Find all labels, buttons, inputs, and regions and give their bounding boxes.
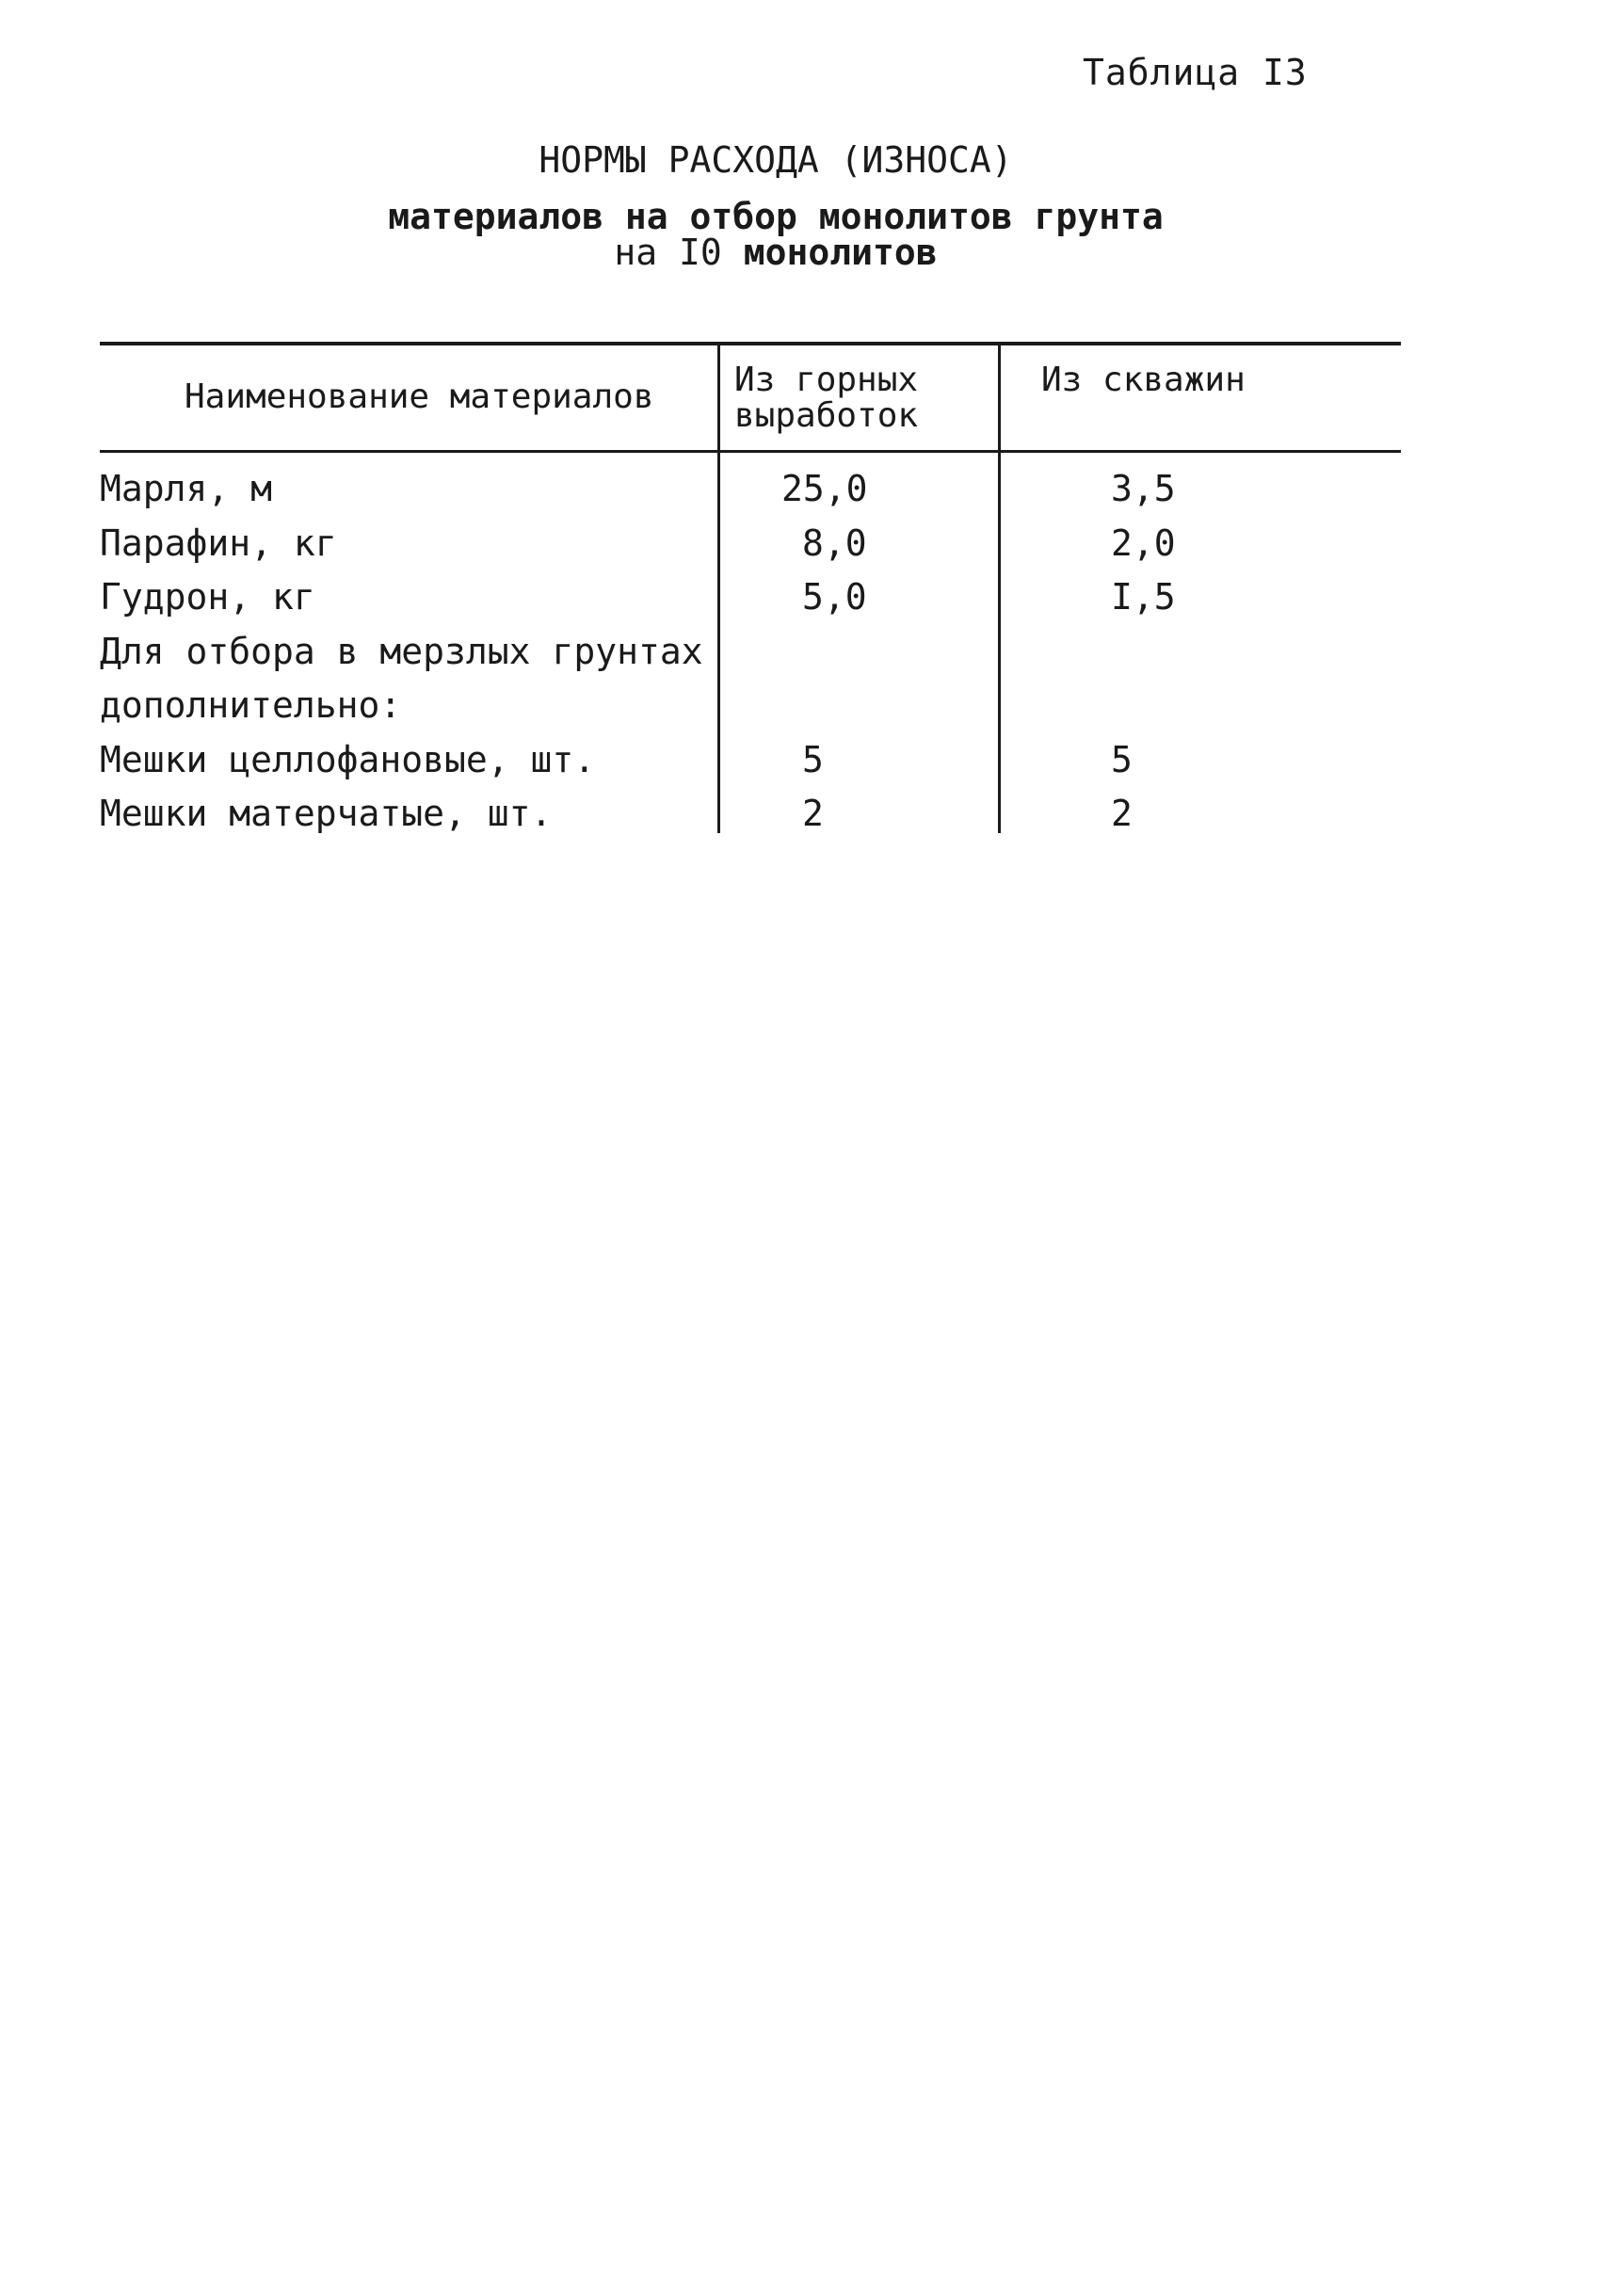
table-cell-wells: 2,0 bbox=[1111, 522, 1176, 564]
document-title: НОРМЫ РАСХОДА (ИЗНОСА) bbox=[539, 139, 1013, 181]
table-top-border bbox=[100, 342, 1401, 345]
table-column-divider-2 bbox=[998, 342, 1001, 833]
table-row-label: Мешки матерчатые, шт. bbox=[100, 793, 553, 834]
table-cell-mines: 5 bbox=[802, 739, 824, 780]
document-subtitle-2 bbox=[0, 232, 1580, 273]
document-subtitle: материалов на отбор монолитов грунта bbox=[388, 196, 1164, 237]
table-cell-mines: 25,0 bbox=[781, 468, 868, 509]
table-row-label: Мешки целлофановые, шт. bbox=[100, 739, 596, 780]
table-cell-mines: 5,0 bbox=[802, 576, 867, 618]
table-number-label: Таблица I3 bbox=[1083, 52, 1308, 93]
table-cell-wells: 2 bbox=[1111, 793, 1133, 834]
subtitle-unit: монолитов bbox=[743, 232, 938, 273]
table-row-label: Парафин, кг bbox=[100, 522, 337, 564]
table-row-label: Гудрон, кг bbox=[100, 576, 315, 618]
table-header-border bbox=[100, 450, 1401, 453]
header-from-mines bbox=[734, 362, 918, 434]
table-cell-wells: I,5 bbox=[1111, 576, 1176, 618]
header-from-wells: Из скважин bbox=[1041, 361, 1246, 399]
table-row-label: дополнительно: bbox=[100, 684, 402, 726]
table-cell-mines: 8,0 bbox=[802, 522, 867, 564]
table-cell-wells: 5 bbox=[1111, 739, 1133, 780]
table-row-label: Марля, м bbox=[100, 468, 273, 509]
subtitle-quantity: на I0 bbox=[614, 232, 722, 273]
table-row-label: Для отбора в мерзлых грунтах bbox=[100, 631, 703, 672]
table-cell-wells: 3,5 bbox=[1111, 468, 1176, 509]
table-cell-mines: 2 bbox=[802, 793, 824, 834]
header-material-name: Наименование материалов bbox=[185, 377, 654, 416]
table-column-divider-1 bbox=[717, 342, 720, 833]
header-from-mines-line2: выработок bbox=[734, 396, 919, 435]
header-from-mines-line1: Из горных bbox=[734, 361, 919, 399]
